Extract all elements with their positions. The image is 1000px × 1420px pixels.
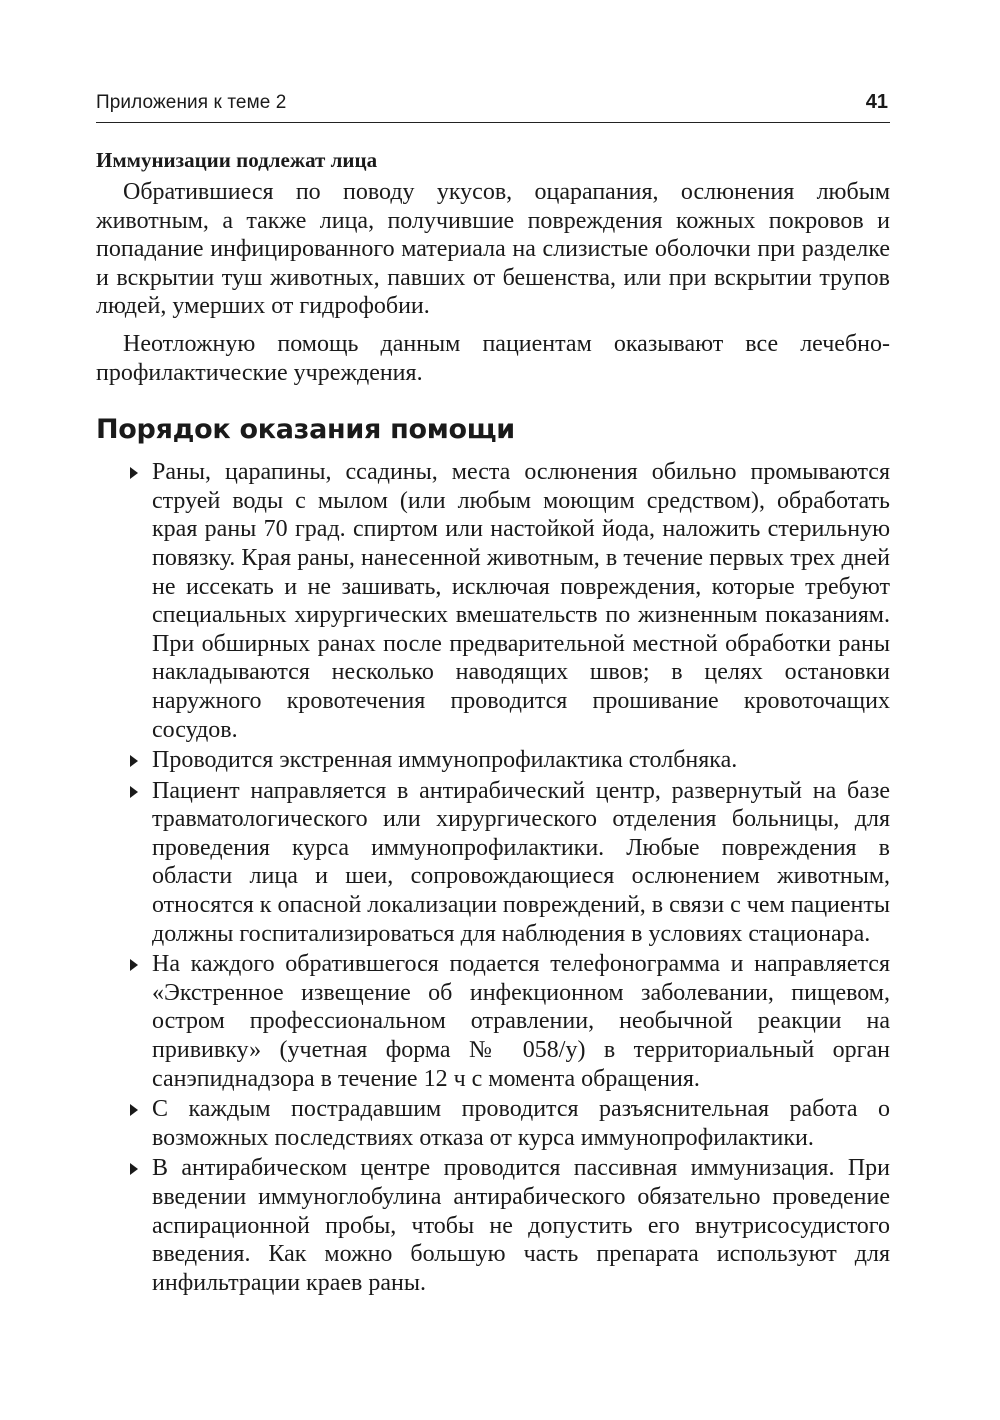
list-item-text: В антирабическом центре проводится пассивная иммунизация. При введении иммуноглобулина антирабического обязательно проведение аспирационной пробы, чтобы не допустить его внутрисосудистого введения. Как можно большую часть препарата используют для инфильтрации краев раны.: [152, 1155, 890, 1296]
triangle-bullet-icon: [130, 755, 138, 767]
running-header: [96, 88, 890, 123]
list-item: [96, 746, 890, 775]
list-item: [96, 777, 890, 949]
list-item: [96, 950, 890, 1093]
subheading-immunization: Иммунизации подлежат лица: [96, 148, 378, 172]
list-item-text: На каждого обратившегося подается телефонограмма и направляется «Экстренное извещение об инфекционном заболевании, пищевом, остром профессиональном отравлении, необычной реакции на прививку» (учетная форма № 058/у) в территориальный орган санэпиднадзора в течение 12 ч с момента обращения.: [152, 951, 890, 1092]
triangle-bullet-icon: [130, 959, 138, 971]
section-title: Порядок оказания помощи: [96, 414, 515, 446]
triangle-bullet-icon: [130, 786, 138, 798]
page-number: 41: [865, 91, 888, 113]
running-title: Приложения к теме 2: [96, 92, 287, 113]
paragraph: Неотложную помощь данным пациентам оказывают все лечебно-профилактические учреждения.: [96, 330, 890, 386]
list-item-text: Проводится экстренная иммунопрофилактика столбняка.: [152, 747, 738, 774]
list-item-text: Раны, царапины, ссадины, места ослюнения обильно промываются струей воды с мылом (или любым моющим средством), обработать края раны 70 град. спиртом или настойкой йода, наложить стерильную повязку. Края раны, нанесенной животным, в течение первых трех дней не иссекать и не зашивать, исключая повреждения, которые требуют специальных хирургических вмешательств по жизненным показаниям. При обширных ранах после предварительной местной обработки раны накладываются несколько наводящих швов; в целях остановки наружного кровотечения проводится прошивание кровоточащих сосудов.: [152, 459, 890, 743]
list-item-text: С каждым пострадавшим проводится разъяснительная работа о возможных последствиях отказа от курса иммунопрофилактики.: [152, 1096, 890, 1151]
list-item-text: Пациент направляется в антирабический центр, развернутый на базе травматологического или хирургического отделения больницы, для проведения курса иммунопрофилактики. Любые повреждения в области лица и шеи, сопровождающиеся ослюнением животным, относятся к опасной локализации повреждений, в связи с чем пациенты должны госпитализироваться для наблюдения в условиях стационара.: [152, 777, 890, 947]
page-content: [96, 147, 890, 1299]
list-item: [96, 458, 890, 744]
list-item: [96, 1095, 890, 1152]
triangle-bullet-icon: [130, 467, 138, 479]
paragraph: Обратившиеся по поводу укусов, оцарапания, ослюнения любым животным, а также лица, получившие повреждения кожных покровов и попадание инфицированного материала на слизистые оболочки при разделке и вскрытии туш животных, павших от бешенства, или при вскрытии трупов людей, умерших от гидрофобии.: [96, 179, 890, 320]
triangle-bullet-icon: [130, 1104, 138, 1116]
bullet-list: [96, 458, 890, 1297]
list-item: [96, 1154, 890, 1297]
triangle-bullet-icon: [130, 1163, 138, 1175]
